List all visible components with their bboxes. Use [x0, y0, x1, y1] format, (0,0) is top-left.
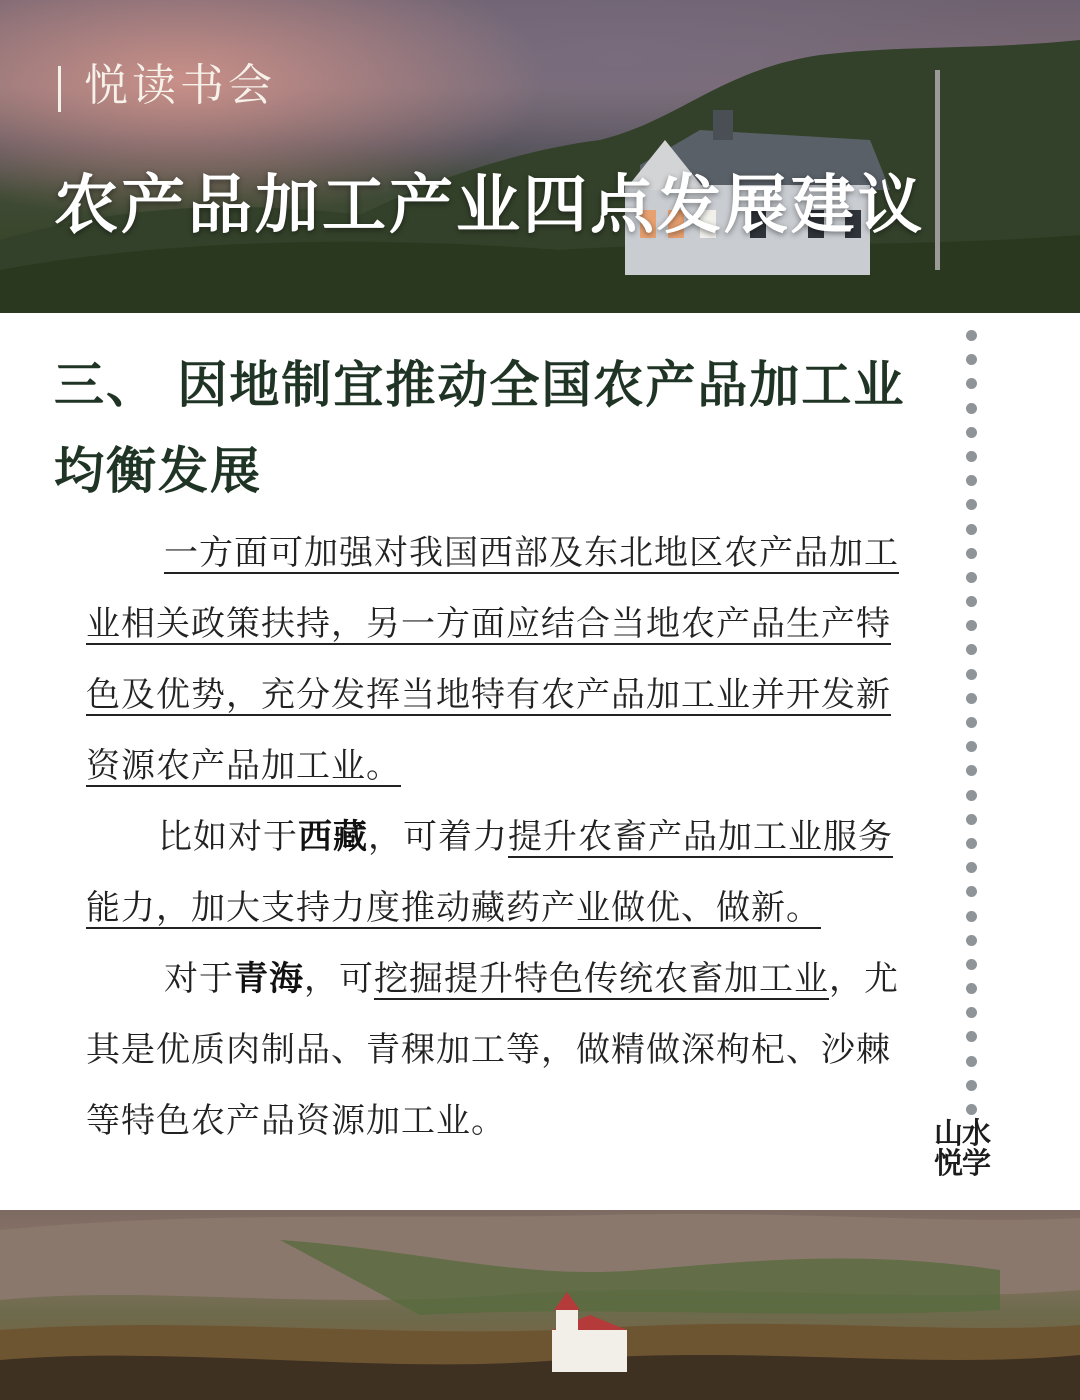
divider-dot	[966, 1007, 977, 1018]
divider-dot	[966, 1056, 977, 1067]
divider-dot	[966, 403, 977, 414]
paragraph-3-underlined: 挖掘提升特色传统农畜加工业	[374, 959, 829, 999]
divider-dot	[966, 669, 977, 680]
divider-dot	[966, 354, 977, 365]
divider-dot	[966, 983, 977, 994]
paragraph-2	[86, 802, 912, 944]
divider-dot	[966, 790, 977, 801]
divider-dot	[966, 451, 977, 462]
divider-dot	[966, 911, 977, 922]
divider-dot	[966, 378, 977, 389]
divider-dot	[966, 765, 977, 776]
divider-dot	[966, 838, 977, 849]
page-title: 农产品加工产业四点发展建议	[54, 169, 925, 243]
divider-dot	[966, 1031, 977, 1042]
divider-dot	[966, 959, 977, 970]
divider-dot	[966, 596, 977, 607]
paragraph-3-prefix: 对于	[164, 959, 234, 999]
divider-dot	[966, 620, 977, 631]
paragraph-2-underlined: 提升农畜产品加工业服务能力，加大支持力度推动藏药产业做优、做新。	[86, 817, 893, 928]
divider-dot	[966, 1080, 977, 1091]
logo-line-1: 山水	[934, 1116, 991, 1150]
paragraph-2-prefix: 比如对于	[158, 817, 298, 857]
divider-dot	[966, 741, 977, 752]
paragraph-3	[86, 944, 912, 1157]
dotted-divider	[966, 330, 978, 1128]
landscape-illustration	[0, 0, 1080, 313]
divider-dot	[966, 935, 977, 946]
section-title: 三、 因地制宜推动全国农产品加工业均衡发展	[54, 355, 906, 500]
divider-dot	[966, 693, 977, 704]
divider-dot	[966, 572, 977, 583]
logo	[934, 1118, 1014, 1178]
brand-name: 悦读书会	[84, 60, 276, 111]
divider-dot	[966, 475, 977, 486]
keyword-qinghai: 青海	[234, 959, 304, 999]
divider-dot	[966, 499, 977, 510]
divider-dot	[966, 717, 977, 728]
keyword-xizang: 西藏	[298, 817, 368, 857]
divider-dot	[966, 548, 977, 559]
paragraph-3-mid: ，可	[304, 959, 374, 999]
header-banner	[0, 0, 1080, 313]
logo-line-2: 悦学	[934, 1146, 991, 1180]
divider-dot	[966, 644, 977, 655]
paragraph-3-rest: ，尤其是优质肉制品、青稞加工等，做精做深枸杞、沙棘等特色农产品资源加工业。	[86, 959, 899, 1141]
paragraph-1	[86, 518, 912, 802]
paragraph-2-mid: ，可着力	[368, 817, 508, 857]
brand-divider	[58, 66, 61, 112]
divider-dot	[966, 427, 977, 438]
footer-banner	[0, 1210, 1080, 1400]
divider-dot	[966, 886, 977, 897]
divider-dot	[966, 862, 977, 873]
divider-dot	[966, 330, 977, 341]
divider-dot	[966, 524, 977, 535]
paragraph-1-text: 一方面可加强对我国西部及东北地区农产品加工业相关政策扶持，另一方面应结合当地农产品生产特色及优势，充分发挥当地特有农产品加工业并开发新资源农产品加工业。	[86, 533, 899, 786]
divider-dot	[966, 1104, 977, 1115]
article-body	[86, 518, 912, 1157]
footer-landscape	[0, 1210, 1080, 1400]
divider-dot	[966, 814, 977, 825]
